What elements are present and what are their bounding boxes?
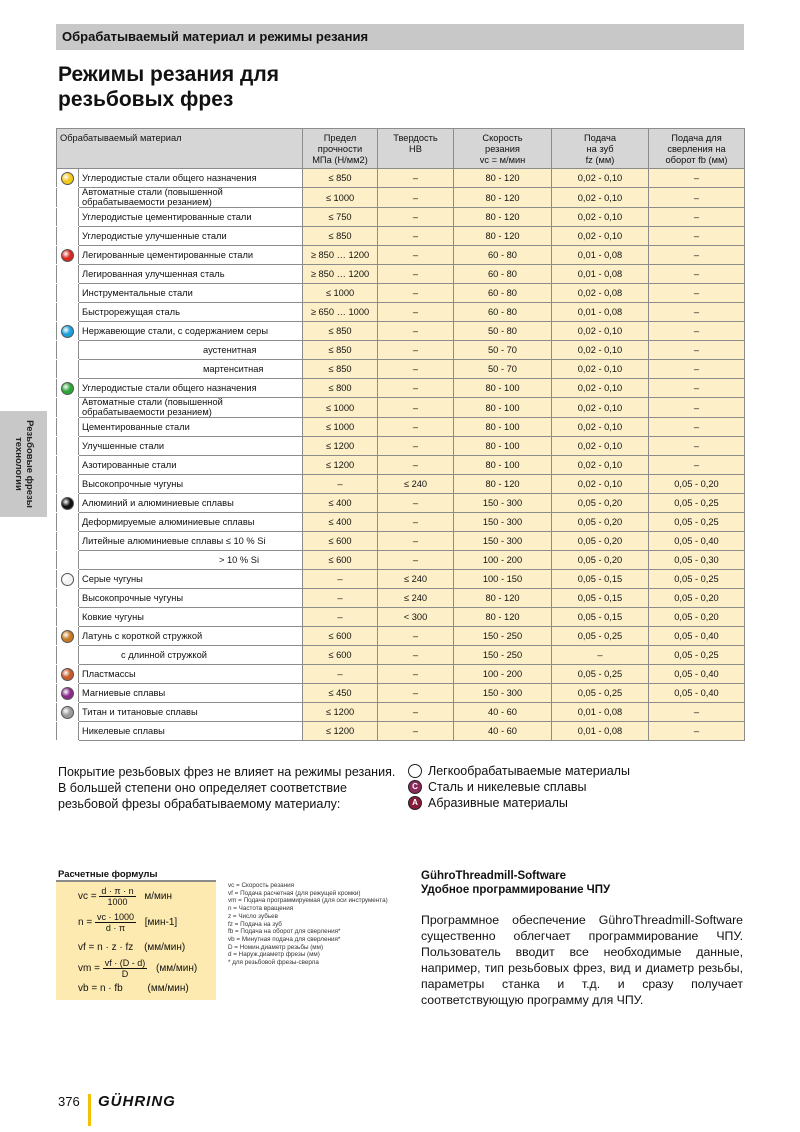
speed-cell: 150 - 300 xyxy=(454,494,552,513)
col-header-speed: Скорость резания vc = м/мин xyxy=(454,129,552,169)
material-name-cell: Углеродистые цементированные стали xyxy=(79,208,303,227)
table-header-row xyxy=(57,129,745,169)
speed-cell: 80 - 100 xyxy=(454,437,552,456)
feed-drill-cell: – xyxy=(649,456,745,475)
feed-cell: 0,02 - 0,10 xyxy=(552,379,649,398)
strength-cell: ≤ 1200 xyxy=(303,456,378,475)
material-name-cell: Цементированные стали xyxy=(79,418,303,437)
group-marker-cell xyxy=(57,532,79,551)
material-group-ball-icon xyxy=(61,687,74,700)
hardness-cell: – xyxy=(378,303,454,322)
feed-cell: 0,02 - 0,10 xyxy=(552,360,649,379)
feed-drill-cell: – xyxy=(649,418,745,437)
feed-drill-cell: – xyxy=(649,322,745,341)
table-row xyxy=(57,227,745,246)
feed-drill-cell: 0,05 - 0,25 xyxy=(649,646,745,665)
table-row xyxy=(57,570,745,589)
speed-cell: 80 - 100 xyxy=(454,398,552,418)
hardness-cell: – xyxy=(378,703,454,722)
coating-note: Покрытие резьбовых фрез не влияет на режимы резания. В большей степени оно определяет соответствие резьбовой фрезы обрабатываемому материалу: xyxy=(58,765,396,811)
material-group-ball-icon xyxy=(61,573,74,586)
feed-cell: 0,02 - 0,10 xyxy=(552,208,649,227)
material-name-cell: Улучшенные стали xyxy=(79,437,303,456)
speed-cell: 100 - 150 xyxy=(454,570,552,589)
strength-cell: – xyxy=(303,589,378,608)
feed-drill-cell: – xyxy=(649,379,745,398)
speed-cell: 80 - 120 xyxy=(454,208,552,227)
group-marker-cell xyxy=(57,398,79,418)
strength-cell: ≤ 600 xyxy=(303,627,378,646)
material-name-cell: Алюминий и алюминиевые сплавы xyxy=(79,494,303,513)
feed-drill-cell: – xyxy=(649,265,745,284)
hardness-cell: – xyxy=(378,437,454,456)
group-marker-cell xyxy=(57,703,79,722)
speed-cell: 150 - 300 xyxy=(454,684,552,703)
coating-legend xyxy=(408,763,630,811)
material-name-cell: Углеродистые стали общего назначения xyxy=(79,379,303,398)
feed-drill-cell: – xyxy=(649,284,745,303)
table-row xyxy=(57,379,745,398)
strength-cell: ≤ 1200 xyxy=(303,722,378,741)
speed-cell: 60 - 80 xyxy=(454,265,552,284)
material-name-cell: Высокопрочные чугуны xyxy=(79,475,303,494)
legend-item: C Сталь и никелевые сплавы xyxy=(408,779,630,795)
material-name-cell: Легированные цементированные стали xyxy=(79,246,303,265)
section-header-title: Обрабатываемый материал и режимы резания xyxy=(62,29,369,44)
group-marker-cell xyxy=(57,360,79,379)
table-row xyxy=(57,551,745,570)
material-name-cell: мартенситная xyxy=(79,360,303,379)
hardness-cell: – xyxy=(378,208,454,227)
feed-cell: 0,05 - 0,25 xyxy=(552,684,649,703)
hardness-cell: – xyxy=(378,646,454,665)
feed-drill-cell: – xyxy=(649,437,745,456)
formulas-heading: Расчетные формулы xyxy=(58,869,158,880)
table-row xyxy=(57,703,745,722)
table-row xyxy=(57,665,745,684)
feed-drill-cell: 0,05 - 0,20 xyxy=(649,589,745,608)
cutting-data-table xyxy=(56,128,745,741)
group-marker-cell xyxy=(57,322,79,341)
material-name-cell: Литейные алюминиевые сплавы ≤ 10 % Si xyxy=(79,532,303,551)
strength-cell: ≤ 850 xyxy=(303,341,378,360)
hardness-cell: – xyxy=(378,418,454,437)
table-row xyxy=(57,589,745,608)
feed-drill-cell: 0,05 - 0,30 xyxy=(649,551,745,570)
feed-cell: 0,02 - 0,10 xyxy=(552,169,649,188)
feed-drill-cell: 0,05 - 0,40 xyxy=(649,665,745,684)
speed-cell: 60 - 80 xyxy=(454,284,552,303)
group-marker-cell xyxy=(57,284,79,303)
table-row xyxy=(57,360,745,379)
material-name-cell: Углеродистые улучшенные стали xyxy=(79,227,303,246)
table-row xyxy=(57,322,745,341)
strength-cell: ≤ 600 xyxy=(303,532,378,551)
footer-accent-bar xyxy=(88,1094,91,1126)
feed-drill-cell: 0,05 - 0,25 xyxy=(649,570,745,589)
group-marker-cell xyxy=(57,589,79,608)
feed-drill-cell: – xyxy=(649,360,745,379)
hardness-cell: – xyxy=(378,722,454,741)
hardness-cell: – xyxy=(378,398,454,418)
table-row xyxy=(57,418,745,437)
feed-drill-cell: 0,05 - 0,40 xyxy=(649,627,745,646)
strength-cell: – xyxy=(303,608,378,627)
col-header-feed: Подача на зуб fz (мм) xyxy=(552,129,649,169)
feed-cell: 0,05 - 0,20 xyxy=(552,532,649,551)
group-marker-cell xyxy=(57,684,79,703)
feed-cell: 0,02 - 0,10 xyxy=(552,341,649,360)
strength-cell: ≤ 1000 xyxy=(303,188,378,208)
hardness-cell: – xyxy=(378,322,454,341)
material-group-ball-icon xyxy=(61,382,74,395)
strength-cell: ≤ 400 xyxy=(303,494,378,513)
group-marker-cell xyxy=(57,379,79,398)
side-tab[interactable] xyxy=(0,411,47,517)
group-marker-cell xyxy=(57,456,79,475)
material-name-cell: Автоматные стали (повышенной обрабатываемости резанием) xyxy=(79,188,303,208)
speed-cell: 60 - 80 xyxy=(454,303,552,322)
hardness-cell: – xyxy=(378,665,454,684)
feed-cell: 0,05 - 0,20 xyxy=(552,494,649,513)
hardness-cell: – xyxy=(378,532,454,551)
material-group-ball-icon xyxy=(61,497,74,510)
hardness-cell: – xyxy=(378,265,454,284)
speed-cell: 150 - 300 xyxy=(454,513,552,532)
group-marker-cell xyxy=(57,227,79,246)
hardness-cell: – xyxy=(378,246,454,265)
speed-cell: 80 - 120 xyxy=(454,608,552,627)
hardness-cell: < 300 xyxy=(378,608,454,627)
hardness-cell: – xyxy=(378,456,454,475)
speed-cell: 150 - 250 xyxy=(454,627,552,646)
feed-cell: 0,05 - 0,20 xyxy=(552,551,649,570)
table-row xyxy=(57,303,745,322)
speed-cell: 80 - 120 xyxy=(454,475,552,494)
group-marker-cell xyxy=(57,722,79,741)
software-title: GührоThreadmill-Software Удобное программирование ЧПУ xyxy=(421,870,611,896)
material-name-cell: Инструментальные стали xyxy=(79,284,303,303)
table-row xyxy=(57,494,745,513)
speed-cell: 40 - 60 xyxy=(454,703,552,722)
material-name-cell: > 10 % Si xyxy=(79,551,303,570)
feed-cell: 0,01 - 0,08 xyxy=(552,703,649,722)
strength-cell: ≥ 850 … 1200 xyxy=(303,265,378,284)
material-name-cell: Высокопрочные чугуны xyxy=(79,589,303,608)
software-text: Программное обеспечение GühroThreadmill-Software существенно облегчает программирование ЧПУ. Пользователь вводит все необходимые данные, например, тип резьбовых фрез, вид и диаметр резьбы, параметры станка и т.д. и сразу получает соответствующую программу для ЧПУ. xyxy=(421,913,743,1007)
strength-cell: ≥ 850 … 1200 xyxy=(303,246,378,265)
table-row xyxy=(57,284,745,303)
material-name-cell: Ковкие чугуны xyxy=(79,608,303,627)
feed-drill-cell: – xyxy=(649,398,745,418)
col-header-feed-drill: Подача для сверления на оборот fb (мм) xyxy=(649,129,745,169)
feed-drill-cell: 0,05 - 0,25 xyxy=(649,513,745,532)
table-row xyxy=(57,532,745,551)
formula-vb: vb = n · fb (мм/мин) xyxy=(78,983,189,994)
strength-cell: ≤ 1200 xyxy=(303,703,378,722)
feed-cell: 0,01 - 0,08 xyxy=(552,722,649,741)
feed-drill-cell: 0,05 - 0,25 xyxy=(649,494,745,513)
formula-vc: vc = $\frac{d \cdot \pi \cdot n}{1000}$ м/мин xyxy=(78,886,173,907)
hardness-cell: – xyxy=(378,284,454,303)
material-name-cell: Титан и титановые сплавы xyxy=(79,703,303,722)
group-marker-cell xyxy=(57,246,79,265)
group-marker-cell xyxy=(57,418,79,437)
table-row xyxy=(57,398,745,418)
feed-drill-cell: 0,05 - 0,40 xyxy=(649,532,745,551)
speed-cell: 40 - 60 xyxy=(454,722,552,741)
feed-cell: 0,05 - 0,20 xyxy=(552,513,649,532)
speed-cell: 50 - 80 xyxy=(454,322,552,341)
section-header-band xyxy=(56,24,744,50)
feed-cell: 0,05 - 0,15 xyxy=(552,570,649,589)
feed-cell: 0,02 - 0,10 xyxy=(552,398,649,418)
page-number: 376 xyxy=(58,1094,80,1109)
hardness-cell: – xyxy=(378,341,454,360)
table-row xyxy=(57,646,745,665)
feed-cell: 0,01 - 0,08 xyxy=(552,246,649,265)
material-name-cell: Деформируемые алюминиевые сплавы xyxy=(79,513,303,532)
material-name-cell: Азотированные стали xyxy=(79,456,303,475)
col-header-strength: Предел прочности МПа (Н/мм2) xyxy=(303,129,378,169)
hardness-cell: – xyxy=(378,494,454,513)
formula-n: n = $\frac{vc \cdot 1000}{d \cdot \pi}$ [мин-1] xyxy=(78,912,178,933)
legend-item: A Абразивные материалы xyxy=(408,795,630,811)
material-group-ball-icon xyxy=(61,325,74,338)
feed-drill-cell: – xyxy=(649,246,745,265)
strength-cell: – xyxy=(303,475,378,494)
speed-cell: 100 - 200 xyxy=(454,551,552,570)
group-marker-cell xyxy=(57,665,79,684)
material-name-cell: Магниевые сплавы xyxy=(79,684,303,703)
material-name-cell: Быстрорежущая сталь xyxy=(79,303,303,322)
material-name-cell: Нержавеющие стали, с содержанием серы xyxy=(79,322,303,341)
table-row xyxy=(57,169,745,188)
table-row xyxy=(57,475,745,494)
hardness-cell: – xyxy=(378,551,454,570)
formulas-box xyxy=(56,880,216,1000)
speed-cell: 150 - 250 xyxy=(454,646,552,665)
material-name-cell: Легированная улучшенная сталь xyxy=(79,265,303,284)
material-name-cell: Никелевые сплавы xyxy=(79,722,303,741)
table-row xyxy=(57,246,745,265)
table-row xyxy=(57,456,745,475)
feed-drill-cell: – xyxy=(649,227,745,246)
strength-cell: ≤ 400 xyxy=(303,513,378,532)
material-name-cell: Серые чугуны xyxy=(79,570,303,589)
material-group-ball-icon xyxy=(61,172,74,185)
feed-cell: 0,02 - 0,10 xyxy=(552,227,649,246)
feed-drill-cell: 0,05 - 0,20 xyxy=(649,475,745,494)
group-marker-cell xyxy=(57,303,79,322)
hardness-cell: ≤ 240 xyxy=(378,589,454,608)
group-marker-cell xyxy=(57,208,79,227)
hardness-cell: – xyxy=(378,513,454,532)
hardness-cell: – xyxy=(378,169,454,188)
strength-cell: – xyxy=(303,665,378,684)
material-name-cell: аустенитная xyxy=(79,341,303,360)
group-marker-cell xyxy=(57,513,79,532)
strength-cell: ≤ 850 xyxy=(303,169,378,188)
formula-vm: vm = $\frac{vf \cdot (D - d)}{D}$ (мм/мин) xyxy=(78,958,198,979)
table-row xyxy=(57,188,745,208)
feed-drill-cell: 0,05 - 0,20 xyxy=(649,608,745,627)
group-marker-cell xyxy=(57,570,79,589)
speed-cell: 50 - 70 xyxy=(454,360,552,379)
feed-drill-cell: – xyxy=(649,303,745,322)
strength-cell: ≤ 1000 xyxy=(303,418,378,437)
group-marker-cell xyxy=(57,437,79,456)
hardness-cell: – xyxy=(378,360,454,379)
group-marker-cell xyxy=(57,341,79,360)
feed-drill-cell: – xyxy=(649,188,745,208)
strength-cell: ≥ 650 … 1000 xyxy=(303,303,378,322)
feed-cell: 0,02 - 0,10 xyxy=(552,322,649,341)
strength-cell: ≤ 800 xyxy=(303,379,378,398)
table-row xyxy=(57,722,745,741)
circle-c-icon: C xyxy=(408,780,422,794)
table-row xyxy=(57,627,745,646)
speed-cell: 80 - 100 xyxy=(454,379,552,398)
group-marker-cell xyxy=(57,494,79,513)
table-row xyxy=(57,513,745,532)
hardness-cell: – xyxy=(378,227,454,246)
feed-cell: 0,02 - 0,08 xyxy=(552,284,649,303)
group-marker-cell xyxy=(57,188,79,208)
table-row xyxy=(57,608,745,627)
legend-item: Легкообрабатываемые материалы xyxy=(408,763,630,779)
strength-cell: ≤ 1000 xyxy=(303,284,378,303)
feed-cell: 0,02 - 0,10 xyxy=(552,475,649,494)
group-marker-cell xyxy=(57,475,79,494)
feed-drill-cell: – xyxy=(649,722,745,741)
material-group-ball-icon xyxy=(61,249,74,262)
material-group-ball-icon xyxy=(61,706,74,719)
strength-cell: ≤ 850 xyxy=(303,360,378,379)
material-name-cell: Пластмассы xyxy=(79,665,303,684)
feed-cell: 0,05 - 0,25 xyxy=(552,665,649,684)
strength-cell: ≤ 1200 xyxy=(303,437,378,456)
hardness-cell: – xyxy=(378,684,454,703)
strength-cell: ≤ 600 xyxy=(303,646,378,665)
col-header-material: Обрабатываемый материал xyxy=(57,129,303,169)
page-title: Режимы резания для резьбовых фрез xyxy=(58,63,279,111)
strength-cell: – xyxy=(303,570,378,589)
speed-cell: 50 - 70 xyxy=(454,341,552,360)
feed-drill-cell: 0,05 - 0,40 xyxy=(649,684,745,703)
col-header-hardness: Твердость HB xyxy=(378,129,454,169)
hardness-cell: – xyxy=(378,188,454,208)
hardness-cell: ≤ 240 xyxy=(378,475,454,494)
feed-cell: 0,05 - 0,15 xyxy=(552,608,649,627)
group-marker-cell xyxy=(57,608,79,627)
feed-drill-cell: – xyxy=(649,169,745,188)
formula-vf: vf = n · z · fz (мм/мин) xyxy=(78,942,186,953)
speed-cell: 80 - 100 xyxy=(454,418,552,437)
material-name-cell: Углеродистые стали общего назначения xyxy=(79,169,303,188)
material-group-ball-icon xyxy=(61,668,74,681)
material-name-cell: Автоматные стали (повышенной обрабатываемости резанием) xyxy=(79,398,303,418)
speed-cell: 100 - 200 xyxy=(454,665,552,684)
group-marker-cell xyxy=(57,627,79,646)
strength-cell: ≤ 750 xyxy=(303,208,378,227)
strength-cell: ≤ 1000 xyxy=(303,398,378,418)
material-group-ball-icon xyxy=(61,630,74,643)
table-row xyxy=(57,208,745,227)
feed-cell: 0,01 - 0,08 xyxy=(552,265,649,284)
material-name-cell: с длинной стружкой xyxy=(79,646,303,665)
feed-cell: 0,02 - 0,10 xyxy=(552,437,649,456)
formula-legend: vc = Скорость резания vf = Подача расчетная (для режущей кромки) vm = Подача программируемая (для оси инструмента) n = Частота вращения z = Число зубьев fz = Подача на зуб fb = Подача на оборот для сверления* vb = Минутная подача для сверления* D = Номин.диаметр резьбы (мм) d = Наруж.диаметр фрезы (мм) * для резьбовой фрезы-сверла xyxy=(228,882,388,967)
feed-cell: 0,05 - 0,25 xyxy=(552,627,649,646)
hardness-cell: – xyxy=(378,627,454,646)
speed-cell: 60 - 80 xyxy=(454,246,552,265)
circle-empty-icon xyxy=(408,764,422,778)
feed-cell: 0,02 - 0,10 xyxy=(552,188,649,208)
strength-cell: ≤ 850 xyxy=(303,322,378,341)
hardness-cell: – xyxy=(378,379,454,398)
table-row xyxy=(57,437,745,456)
material-name-cell: Латунь с короткой стружкой xyxy=(79,627,303,646)
strength-cell: ≤ 600 xyxy=(303,551,378,570)
circle-a-icon: A xyxy=(408,796,422,810)
speed-cell: 80 - 120 xyxy=(454,589,552,608)
speed-cell: 80 - 120 xyxy=(454,169,552,188)
feed-drill-cell: – xyxy=(649,208,745,227)
table-row xyxy=(57,265,745,284)
feed-cell: 0,02 - 0,10 xyxy=(552,456,649,475)
strength-cell: ≤ 850 xyxy=(303,227,378,246)
feed-cell: 0,05 - 0,15 xyxy=(552,589,649,608)
side-tab-label: Резьбовые фрезы технологии xyxy=(12,420,35,508)
speed-cell: 150 - 300 xyxy=(454,532,552,551)
speed-cell: 80 - 100 xyxy=(454,456,552,475)
feed-cell: 0,02 - 0,10 xyxy=(552,418,649,437)
speed-cell: 80 - 120 xyxy=(454,227,552,246)
group-marker-cell xyxy=(57,551,79,570)
hardness-cell: ≤ 240 xyxy=(378,570,454,589)
table-row xyxy=(57,341,745,360)
strength-cell: ≤ 450 xyxy=(303,684,378,703)
group-marker-cell xyxy=(57,169,79,188)
feed-drill-cell: – xyxy=(649,341,745,360)
feed-drill-cell: – xyxy=(649,703,745,722)
table-row xyxy=(57,684,745,703)
feed-cell: 0,01 - 0,08 xyxy=(552,303,649,322)
group-marker-cell xyxy=(57,265,79,284)
speed-cell: 80 - 120 xyxy=(454,188,552,208)
guhring-logo: GÜHRING xyxy=(98,1093,176,1110)
group-marker-cell xyxy=(57,646,79,665)
feed-cell: – xyxy=(552,646,649,665)
